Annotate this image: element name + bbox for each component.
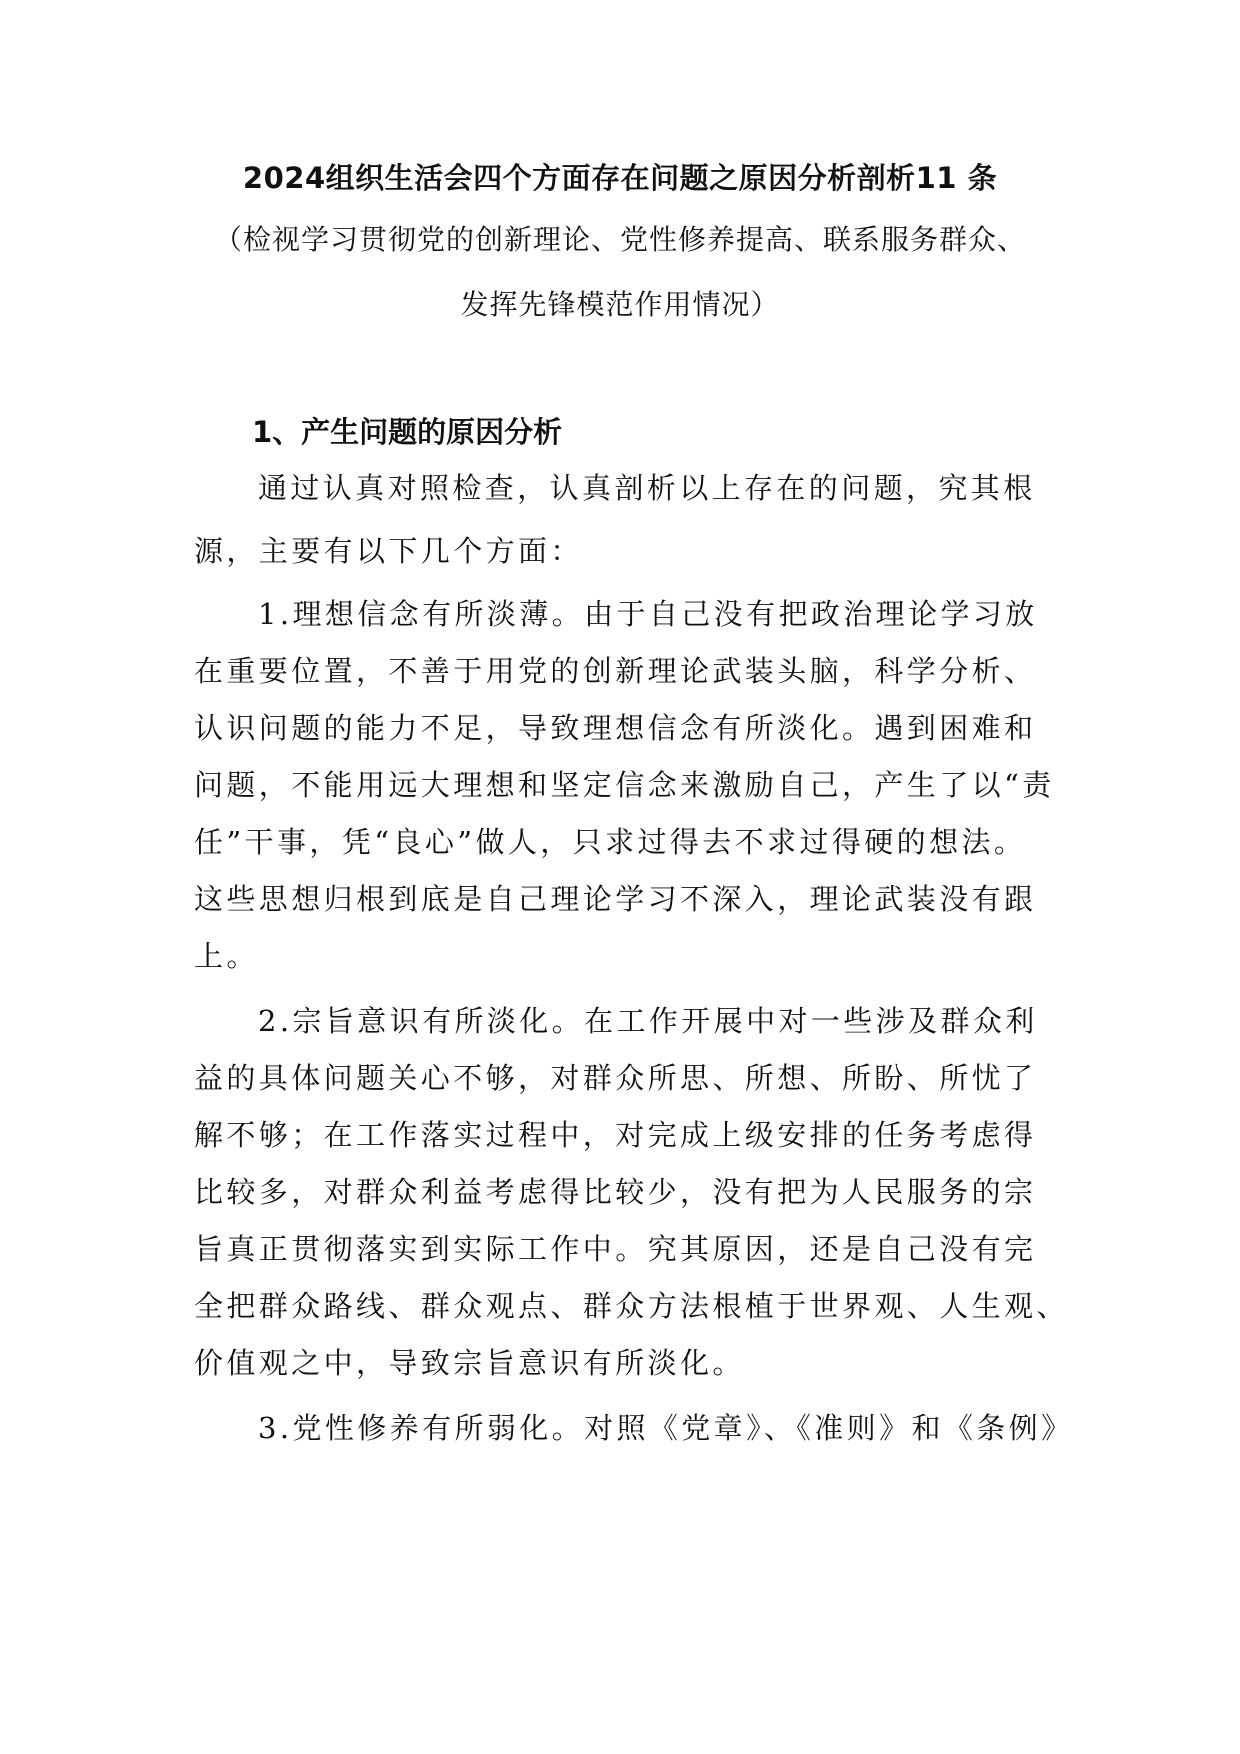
body-line: 价值观之中，导致宗旨意识有所淡化。 — [194, 1346, 745, 1380]
body-line: 全把群众路线、群众观点、群众方法根植于世界观、人生观、 — [194, 1289, 1069, 1323]
body-line: 源，主要有以下几个方面： — [194, 534, 583, 568]
body-line: 在重要位置，不善于用党的创新理论武装头脑，科学分析、 — [194, 654, 1037, 688]
document-subtitle-line-2: 发挥先锋模范作用情况） — [460, 288, 780, 321]
section-heading: 1、产生问题的原因分析 — [252, 415, 563, 449]
body-line: 3.党性修养有所弱化。对照《党章》、《准则》和《条例》 — [258, 1411, 1074, 1445]
body-line: 比较多，对群众利益考虑得比较少，没有把为人民服务的宗 — [194, 1175, 1037, 1209]
body-line: 上。 — [194, 939, 259, 973]
body-line: 这些思想归根到底是自己理论学习不深入，理论武装没有跟 — [194, 882, 1037, 916]
body-line: 2.宗旨意识有所淡化。在工作开展中对一些涉及群众利 — [258, 1004, 1038, 1038]
body-line: 认识问题的能力不足，导致理想信念有所淡化。遇到困难和 — [194, 711, 1037, 745]
body-line: 益的具体问题关心不够，对群众所思、所想、所盼、所忧了 — [194, 1061, 1037, 1095]
document-subtitle-line-1: （检视学习贯彻党的创新理论、党性修养提高、联系服务群众、 — [213, 223, 1026, 256]
document-title: 2024组织生活会四个方面存在问题之原因分析剖析11 条 — [242, 161, 998, 195]
body-line: 通过认真对照检查，认真剖析以上存在的问题，究其根 — [258, 471, 1036, 505]
body-line: 任”干事，凭“良心”做人，只求过得去不求过得硬的想法。 — [194, 825, 1027, 859]
body-line: 1.理想信念有所淡薄。由于自己没有把政治理论学习放 — [258, 597, 1038, 631]
body-line: 解不够；在工作落实过程中，对完成上级安排的任务考虑得 — [194, 1118, 1037, 1152]
body-line: 旨真正贯彻落实到实际工作中。究其原因，还是自己没有完 — [194, 1232, 1037, 1266]
body-line: 问题，不能用远大理想和坚定信念来激励自己，产生了以“责 — [194, 768, 1055, 802]
